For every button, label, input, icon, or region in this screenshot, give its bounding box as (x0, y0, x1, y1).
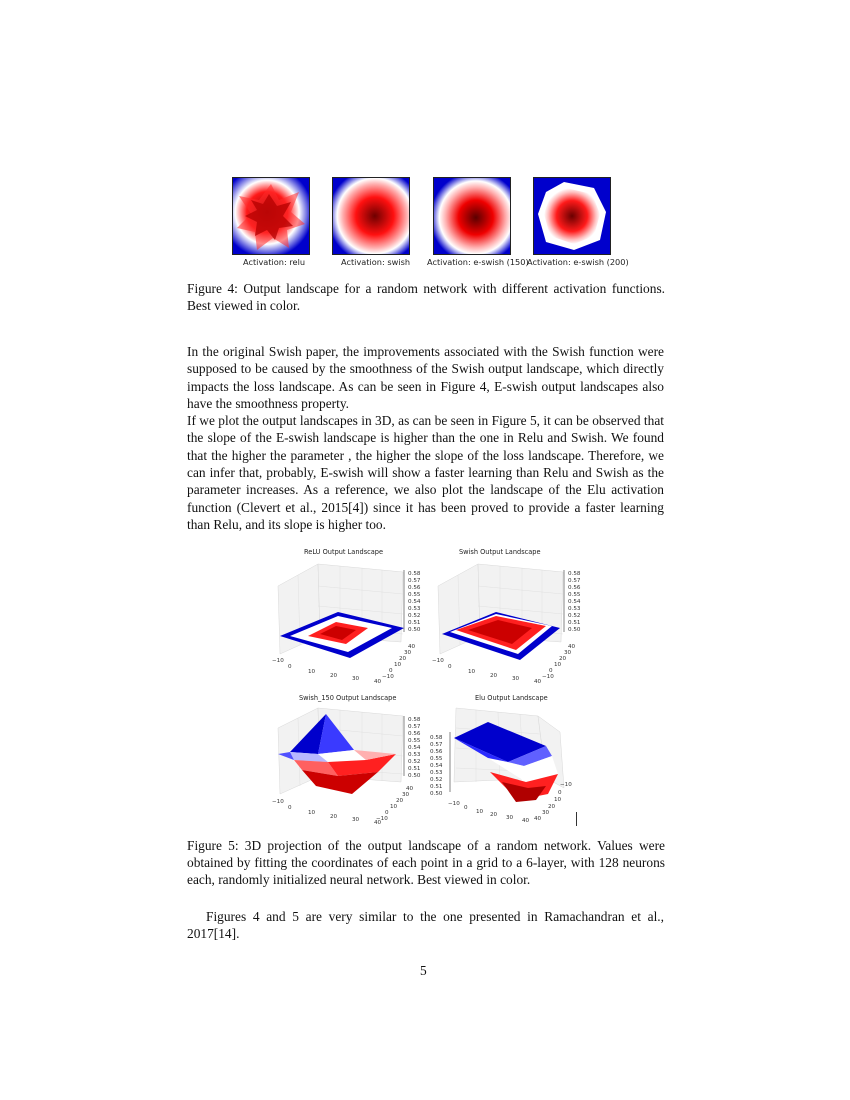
svg-text:0: 0 (288, 805, 292, 811)
svg-text:0.55: 0.55 (430, 756, 443, 762)
plot-elu (428, 702, 578, 826)
svg-text:10: 10 (390, 804, 398, 810)
svg-text:30: 30 (506, 815, 514, 821)
svg-text:20: 20 (330, 673, 338, 679)
svg-text:−10: −10 (382, 674, 394, 680)
svg-text:30: 30 (542, 810, 550, 816)
svg-text:0.50: 0.50 (430, 791, 443, 797)
svg-text:10: 10 (308, 669, 316, 675)
svg-text:0.58: 0.58 (430, 735, 443, 741)
svg-text:0.52: 0.52 (430, 777, 443, 783)
svg-text:10: 10 (468, 669, 476, 675)
svg-text:10: 10 (308, 810, 316, 816)
svg-text:20: 20 (559, 656, 567, 662)
svg-text:30: 30 (352, 817, 360, 823)
svg-text:0.57: 0.57 (408, 578, 421, 584)
svg-text:−10: −10 (560, 782, 572, 788)
svg-text:0.53: 0.53 (568, 606, 581, 612)
svg-text:0: 0 (558, 790, 562, 796)
svg-text:−10: −10 (272, 799, 284, 805)
plot-relu (268, 556, 428, 686)
svg-text:0.52: 0.52 (408, 759, 421, 765)
svg-text:0.58: 0.58 (568, 571, 581, 577)
figure-5-caption: Figure 5: 3D projection of the output landscape of a random network. Values were obtained by fitting the coordinates of each point in a grid to a 6-layer, with 128 neurons each, randomly initialized neural network. Best viewed in color. (187, 838, 665, 887)
plot-title: Elu Output Landscape (475, 694, 548, 702)
svg-text:0.51: 0.51 (408, 620, 421, 626)
body-text (187, 343, 664, 533)
heatmap-relu (232, 177, 310, 255)
page-number: 5 (420, 963, 427, 978)
svg-text:0.50: 0.50 (408, 773, 421, 779)
heatmap-swish (332, 177, 410, 255)
svg-text:40: 40 (568, 644, 576, 650)
plot-swish (428, 556, 590, 686)
svg-text:20: 20 (396, 798, 404, 804)
svg-text:40: 40 (406, 786, 414, 792)
plot-title: Swish Output Landscape (459, 548, 541, 556)
svg-text:0.55: 0.55 (408, 738, 421, 744)
svg-text:0.56: 0.56 (430, 749, 443, 755)
svg-text:−10: −10 (376, 816, 388, 822)
svg-text:0.56: 0.56 (568, 585, 581, 591)
svg-text:0: 0 (464, 805, 468, 811)
svg-text:30: 30 (512, 676, 520, 682)
svg-text:40: 40 (522, 818, 530, 824)
svg-text:0.57: 0.57 (408, 724, 421, 730)
svg-text:20: 20 (490, 812, 498, 818)
svg-text:30: 30 (404, 650, 412, 656)
svg-text:0.57: 0.57 (568, 578, 581, 584)
svg-text:40: 40 (374, 820, 382, 826)
svg-text:10: 10 (554, 797, 562, 803)
svg-text:0.54: 0.54 (430, 763, 443, 769)
svg-text:20: 20 (490, 673, 498, 679)
svg-text:10: 10 (476, 809, 484, 815)
heatmap-label: Activation: relu (243, 257, 306, 267)
svg-text:10: 10 (394, 662, 402, 668)
svg-text:−10: −10 (542, 674, 554, 680)
plot-swish-150 (268, 702, 428, 826)
svg-text:0: 0 (288, 664, 292, 670)
text-cursor (576, 812, 577, 826)
svg-text:30: 30 (402, 792, 410, 798)
svg-text:0.56: 0.56 (408, 731, 421, 737)
svg-text:0.53: 0.53 (430, 770, 443, 776)
svg-text:0.55: 0.55 (568, 592, 581, 598)
svg-text:20: 20 (399, 656, 407, 662)
heatmap-label: Activation: e-swish (150) (427, 257, 529, 267)
svg-text:0.56: 0.56 (408, 585, 421, 591)
svg-text:40: 40 (534, 816, 542, 822)
svg-text:30: 30 (564, 650, 572, 656)
svg-text:0.51: 0.51 (430, 784, 443, 790)
svg-text:0.54: 0.54 (408, 745, 421, 751)
svg-text:40: 40 (374, 679, 382, 685)
svg-text:0.52: 0.52 (408, 613, 421, 619)
svg-text:40: 40 (408, 644, 416, 650)
svg-text:0.53: 0.53 (408, 752, 421, 758)
svg-text:0.54: 0.54 (568, 599, 581, 605)
svg-text:0.53: 0.53 (408, 606, 421, 612)
svg-text:−10: −10 (272, 658, 284, 664)
svg-text:0: 0 (385, 810, 389, 816)
svg-text:0.57: 0.57 (430, 742, 443, 748)
svg-text:0.58: 0.58 (408, 571, 421, 577)
heatmap-eswish-200 (533, 177, 611, 255)
closing-paragraph: Figures 4 and 5 are very similar to the one presented in Ramachandran et al., 2017[14]. (187, 909, 664, 942)
svg-text:10: 10 (554, 662, 562, 668)
svg-text:0.58: 0.58 (408, 717, 421, 723)
svg-text:30: 30 (352, 676, 360, 682)
svg-text:0.52: 0.52 (568, 613, 581, 619)
paragraph: If we plot the output landscapes in 3D, as can be seen in Figure 5, it can be observed that the slope of the E-swish landscape is higher than the one in Relu and Swish. We found that the higher the parameter , the higher the slope of the loss landscape. Therefore, we can infer that, probably, E-swish will show a faster learning than Relu and Swish as the parameter increases. As a reference, we also plot the landscape of the Elu activation function (Clevert et al., 2015[4]) since it has been proved to provide a faster learning than Relu, and its slope is higher too. (187, 413, 664, 532)
svg-text:−10: −10 (432, 658, 444, 664)
paragraph: In the original Swish paper, the improvements associated with the Swish function were supposed to be caused by the smoothness of the Swish output landscape, which directly impacts the loss landscape. As can be seen in Figure 4, E-swish output landscapes also have the smoothness property. (187, 344, 664, 411)
heatmap-eswish-150 (433, 177, 511, 255)
heatmap-label: Activation: swish (341, 257, 411, 267)
svg-text:0.55: 0.55 (408, 592, 421, 598)
plot-title: ReLU Output Landscape (304, 548, 384, 556)
svg-text:0.51: 0.51 (408, 766, 421, 772)
svg-text:40: 40 (534, 679, 542, 685)
figure-4-caption: Figure 4: Output landscape for a random network with different activation functions. Best viewed in color. (187, 281, 665, 313)
svg-text:0.50: 0.50 (568, 627, 581, 633)
svg-text:0: 0 (549, 668, 553, 674)
svg-text:0: 0 (448, 664, 452, 670)
svg-text:20: 20 (330, 814, 338, 820)
svg-text:0.51: 0.51 (568, 620, 581, 626)
svg-text:20: 20 (548, 804, 556, 810)
heatmap-label: Activation: e-swish (200) (527, 257, 629, 267)
svg-text:−10: −10 (448, 801, 460, 807)
plot-title: Swish_150 Output Landscape (299, 694, 397, 702)
svg-text:0.54: 0.54 (408, 599, 421, 605)
svg-text:0: 0 (389, 668, 393, 674)
svg-text:0.50: 0.50 (408, 627, 421, 633)
